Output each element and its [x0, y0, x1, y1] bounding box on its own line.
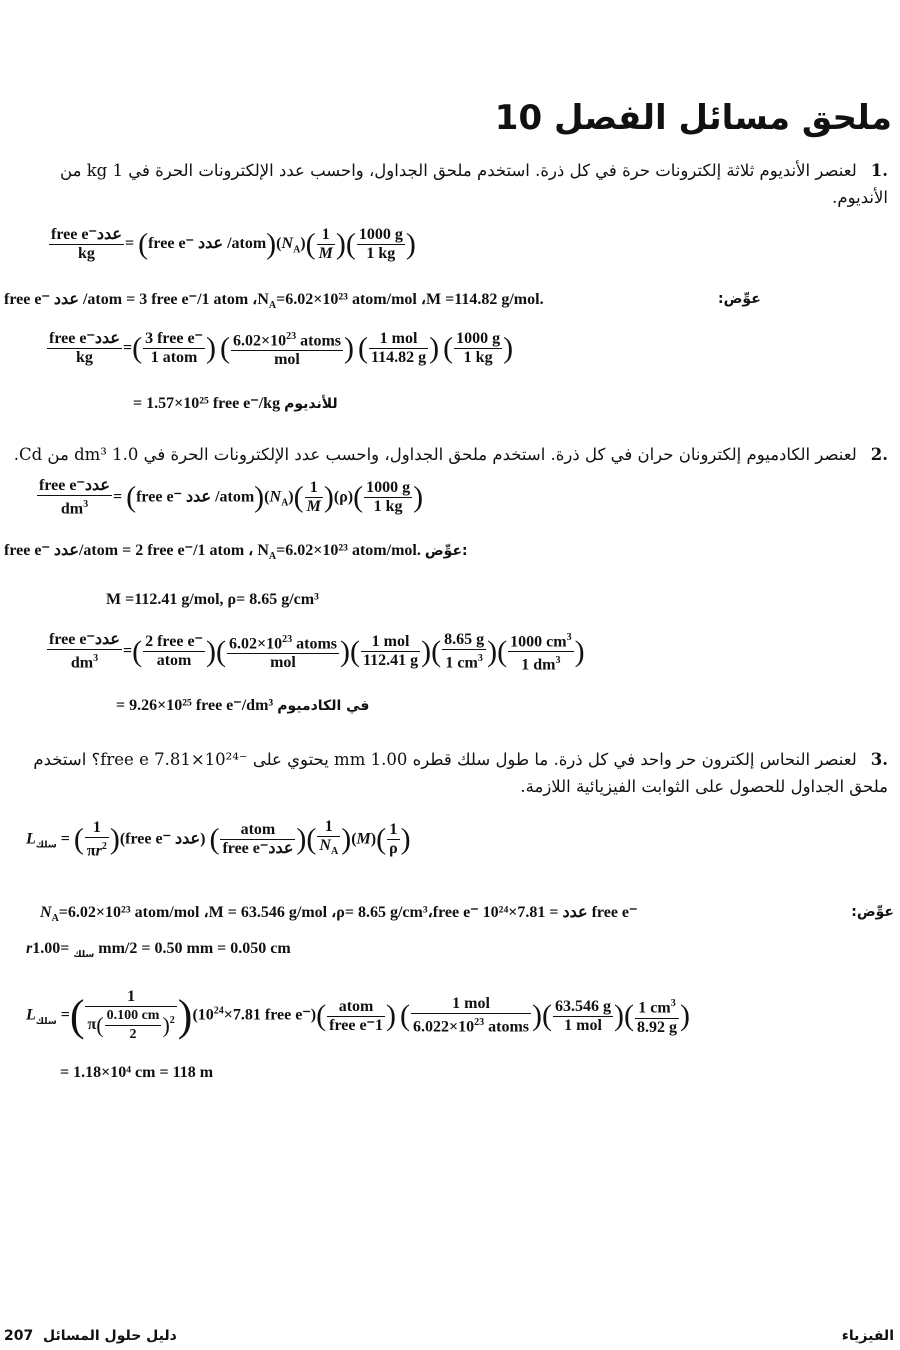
equation-1b: $\frac{\text{free e⁻عدد}}{kg}$ =( $\frac{\text{3 free e⁻}}{\text{1 atom}}$ ) ( $\frac{6.02\times 10^{23} atoms}{\text{mol}}$ ) ( $\frac{\text{1 mol}}{114.82 g}$ ) ( $\frac{1000 g}{1 kg}$ ) [46, 328, 513, 369]
equation-3a: $L_{سلك}$ = ( $\frac{1}{\pi r^2}$ )(free e⁻ عدد) ( $\frac{\text{atom}}{\text{free e⁻عدد}}$ )( $\frac{1}{N_A}$ )(M)( $\frac{1}{\rho}$ ) [26, 818, 411, 860]
problem-text: لعنصر الأنديوم ثلاثة إلكترونات حرة في كل ذرة. استخدم ملحق الجداول، واحسب عدد الإلكترونات الحرة في 1 kg من الأنديوم. [60, 161, 888, 207]
problem-number: .3 [870, 750, 888, 769]
given-3: $N_A=6.02\times 10^{23}$ atom/mol ،M = 63.546 g/mol ،ρ= 8.65 g/cm³،free e⁻ عدد = 7.81×10²⁴ free e⁻ [40, 904, 638, 925]
page-title: ملحق مسائل الفصل 10 [494, 98, 892, 138]
equation-1a: $\frac{\text{free e⁻عدد}}{kg}$ = (free e⁻ عدد $/atom)(N_A)$( $\frac{1}{M}$ )( $\frac{1000 g}{1 kg}$ ) [51, 226, 416, 262]
equation-2a: $\frac{\text{free e⁻عدد}}{dm^3}$ = (free e⁻ عدد $/atom)(N_A)$( $\frac{1}{M}$ )(ρ)( $\frac{1000 g}{1 kg}$ ) [39, 477, 424, 518]
result-2: = 9.26×10²⁵ free e⁻/dm³ في الكادميوم [116, 697, 370, 714]
result-1: = 1.57×10²⁵ free e⁻/kg للأنديوم [133, 395, 338, 412]
problem-text: لعنصر النحاس إلكترون حر واحد في كل ذرة. ما طول سلك قطره 1.00 mm يحتوي على ⁻free e 7.81×10²⁴؟ استخدم ملحق الجداول للحصول على الثوابت الفيزيائية اللازمة. [33, 750, 888, 796]
footer-left [4, 1328, 177, 1344]
guide-title: دليل حلول المسائل [42, 1328, 177, 1344]
problem-3 [8, 746, 888, 800]
substitute-label: عوِّض: [851, 904, 894, 920]
problem-text: لعنصر الكادميوم إلكترونان حران في كل ذرة. استخدم ملحق الجداول، واحسب عدد الإلكترونات الحرة في 1.0 dm³ من Cd. [13, 445, 857, 464]
problem-2 [8, 441, 888, 468]
page-number: 207 [4, 1328, 34, 1344]
substitute-label: عوِّض: [718, 291, 761, 307]
result-3: = 1.18×10⁴ cm = 118 m [60, 1064, 214, 1081]
problem-number: .2 [870, 445, 888, 464]
equation-2b: $\frac{\text{free e⁻عدد}}{dm^3}$ =( $\frac{\text{2 free e⁻}}{\text{atom}}$ )( $\frac{6.02\times 10^{23} atoms}{\text{mol}}$ )( $\frac{\text{1 mol}}{112.41 g}$ )( $\frac{8.65 g}{1 cm^3}$ )( $\frac{1000 cm^3}{1 dm^3}$ ) [46, 629, 585, 675]
given-2b: M =112.41 g/mol, ρ= 8.65 g/cm³ [106, 591, 319, 608]
given-3b: r $_{سلك}$ =1.00 mm/2 = 0.50 mm = 0.050 cm [26, 940, 291, 961]
subject-label: الفيزياء [841, 1328, 894, 1344]
problem-1 [8, 157, 888, 211]
problem-number: .1 [870, 161, 888, 180]
equation-3b: $L_{سلك}$ =( 1 π( $\frac{0.100 cm}{2}$ )$^2$ )($7.81\times 10^{24}$ free e⁻)( $\frac{\text{atom}}{\text{free e⁻1}}$ ) ( $\frac{\text{1 mol}}{6.022\times 10^{23} atoms}$ )( $\frac{63.546 g}{\text{1 mol}}$ )( $\frac{1 cm^3}{8.92 g}$ ) [26, 988, 691, 1042]
given-2: free e⁻ عدد/atom = 2 free e⁻/1 atom ، $N_A=6.02\times 10^{23}$ atom/mol. عوِّض: [4, 542, 468, 563]
given-1: free e⁻ عدد /atom = 3 free e⁻/1 atom $،N_A=6.02\times 10^{23}$ atom/mol ،M =114.82 g/mol. [4, 291, 544, 312]
